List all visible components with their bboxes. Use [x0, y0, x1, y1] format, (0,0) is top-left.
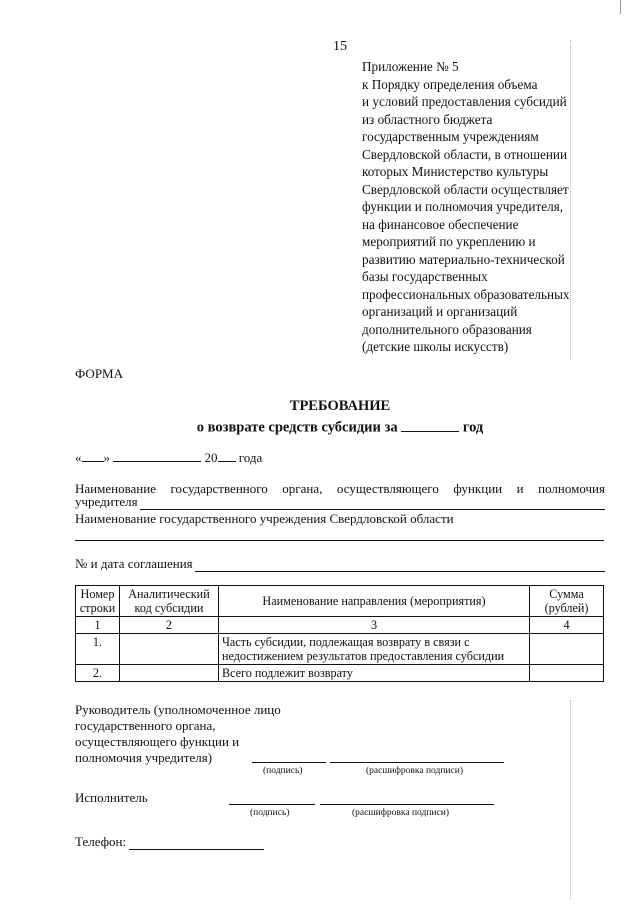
- appendix-line: мероприятий по укреплению и: [362, 234, 536, 249]
- col-number: 1: [76, 617, 120, 634]
- head-signature-caption: (подпись): [263, 766, 303, 776]
- table-column-numbers-row: [76, 617, 604, 634]
- name-cell: Всего подлежит возврату: [218, 665, 529, 682]
- phone-blank[interactable]: [129, 837, 264, 850]
- subtitle-suffix: год: [462, 419, 484, 436]
- phone-label: Телефон:: [75, 834, 127, 849]
- year-prefix: 20: [204, 450, 218, 465]
- appendix-line: которых Министерство культуры: [362, 164, 549, 179]
- document-subtitle: [0, 416, 640, 437]
- table-header-row: [76, 586, 604, 617]
- subtitle-prefix: о возврате средств субсидии за: [196, 419, 398, 436]
- phone-line: [75, 834, 264, 850]
- head-decryption-caption: (расшифровка подписи): [366, 766, 463, 776]
- agreement-blank[interactable]: [195, 559, 605, 572]
- appendix-line: развитию материально-технической: [362, 251, 565, 267]
- header-name: Наименование направления (мероприятия): [218, 586, 529, 617]
- code-cell[interactable]: [119, 634, 218, 665]
- appendix-line: Свердловской области осуществляет: [362, 181, 569, 197]
- header-code: Аналитический код субсидии: [119, 586, 218, 617]
- appendix-line: на финансовое обеспечение: [362, 216, 519, 232]
- sum-cell[interactable]: [530, 665, 604, 682]
- agreement-line: [75, 556, 605, 572]
- table-row: [76, 634, 604, 665]
- appendix-line: государственным учреждениям: [362, 129, 539, 144]
- agreement-label: № и дата соглашения: [75, 556, 193, 571]
- open-quote: «: [75, 450, 82, 465]
- executor-label: Исполнитель: [75, 790, 148, 805]
- sum-cell[interactable]: [530, 634, 604, 665]
- org-label-founder: учредителя: [75, 494, 138, 509]
- org-label-line1: Наименование государственного органа, осуществляющего функции и полномочия: [75, 481, 605, 496]
- document-title: ТРЕБОВАНИЕ: [289, 398, 391, 414]
- scan-margin-mark: [570, 700, 571, 900]
- head-decryption-blank[interactable]: [330, 762, 504, 763]
- appendix-line: (детские школы искусств): [362, 339, 509, 354]
- page-number: 15: [333, 39, 347, 54]
- appendix-line: и условий предоставления субсидий: [362, 94, 567, 109]
- executor-decryption-caption: (расшифровка подписи): [352, 808, 449, 818]
- head-label-line: осуществляющего функции и: [75, 734, 240, 749]
- close-quote: »: [103, 450, 110, 465]
- date-line: [75, 448, 262, 466]
- head-label-line: полномочия учредителя): [75, 750, 213, 765]
- appendix-line: к Порядку определения объема: [362, 76, 538, 92]
- institution-label: Наименование государственного учреждения Свердловской области: [75, 511, 454, 526]
- row-number: 1.: [76, 634, 120, 665]
- month-blank[interactable]: [113, 448, 201, 462]
- header-row-no: Номер строки: [76, 586, 120, 617]
- year-suffix: года: [238, 450, 263, 465]
- table-row: [76, 665, 604, 682]
- form-label: ФОРМА: [75, 366, 123, 381]
- appendix-line: из областного бюджета: [362, 111, 493, 127]
- header-sum: Сумма (рублей): [530, 586, 604, 617]
- code-cell[interactable]: [119, 665, 218, 682]
- appendix-line: организаций и организаций: [362, 304, 518, 319]
- appendix-line: Приложение № 5: [362, 59, 459, 74]
- appendix-line: функции и полномочия учредителя,: [362, 199, 564, 214]
- appendix-header: [362, 58, 627, 356]
- head-label-line: Руководитель (уполномоченное лицо: [75, 702, 281, 717]
- institution-name-blank[interactable]: [75, 540, 604, 541]
- org-label-line2: [75, 494, 605, 510]
- day-blank[interactable]: [82, 448, 104, 462]
- col-number: 4: [530, 617, 604, 634]
- name-cell: Часть субсидии, подлежащая возврату в связи с недостижением результатов предоставления субсидии: [218, 634, 529, 665]
- col-number: 3: [218, 617, 529, 634]
- head-signature-blank[interactable]: [252, 762, 326, 763]
- appendix-line: профессиональных образовательных: [362, 286, 570, 302]
- executor-signature-caption: (подпись): [250, 808, 290, 818]
- col-number: 2: [119, 617, 218, 634]
- org-name-blank[interactable]: [140, 497, 605, 510]
- appendix-line: базы государственных: [362, 269, 488, 284]
- row-number: 2.: [76, 665, 120, 682]
- scan-corner-mark: [620, 0, 621, 14]
- refund-table: [75, 585, 604, 682]
- appendix-line: дополнительного образования: [362, 321, 532, 337]
- head-label-line: государственного органа,: [75, 718, 216, 733]
- head-signature-label: [75, 702, 281, 766]
- year-blank[interactable]: [401, 416, 459, 432]
- executor-decryption-blank[interactable]: [320, 804, 494, 805]
- year-digits-blank[interactable]: [218, 448, 236, 462]
- executor-signature-blank[interactable]: [229, 804, 315, 805]
- appendix-line: Свердловской области, в отношении: [362, 146, 568, 162]
- scan-margin-mark: [570, 40, 571, 360]
